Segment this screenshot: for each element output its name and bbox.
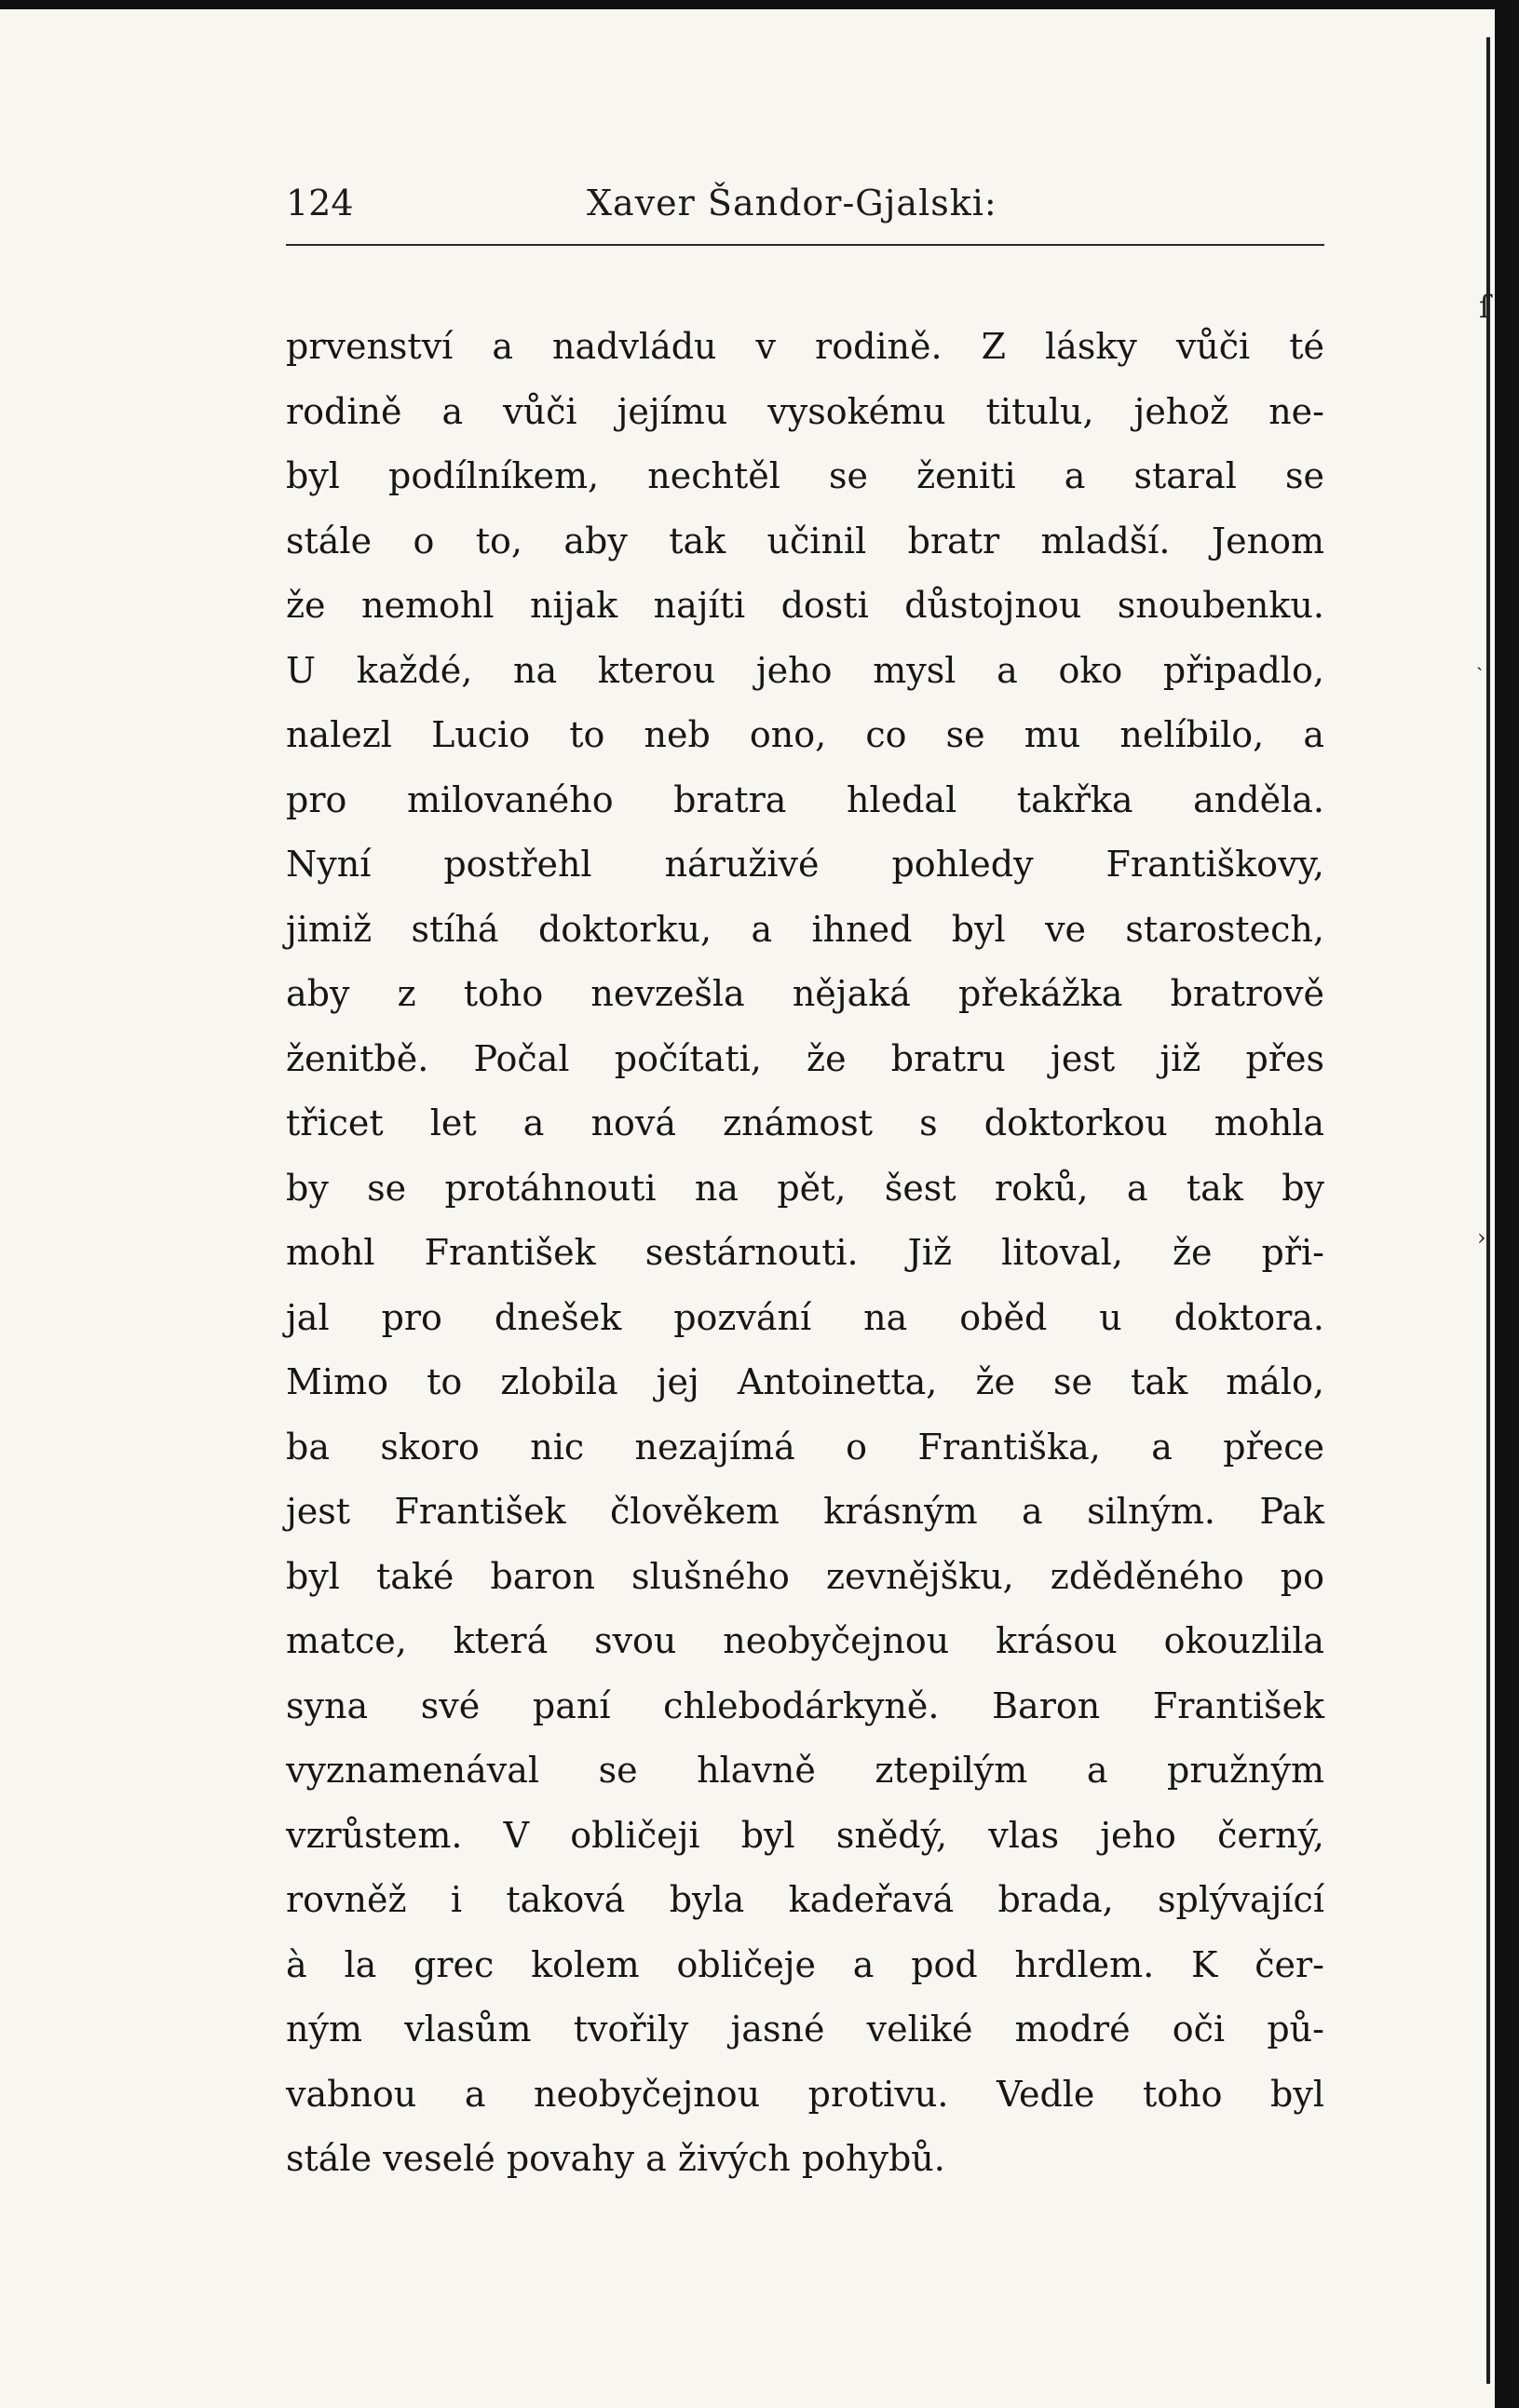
text-line: že nemohl nijak najíti dosti důstojnou snoubenku. bbox=[286, 585, 1324, 626]
text-line: prvenství a nadvládu v rodině. Z lásky vůči té bbox=[286, 326, 1324, 367]
book-page bbox=[0, 9, 1495, 2408]
running-head bbox=[286, 183, 1324, 229]
text-line: vzrůstem. V obličeji byl snědý, vlas jeho černý, bbox=[286, 1814, 1324, 1856]
page-edge-shadow bbox=[1486, 37, 1490, 2384]
bleed-mark: ˎ bbox=[1476, 648, 1484, 671]
text-line: ba skoro nic nezajímá o Františka, a přece bbox=[286, 1426, 1324, 1468]
text-line: byl podílníkem, nechtěl se ženiti a staral se bbox=[286, 455, 1324, 496]
body-text bbox=[286, 315, 1324, 2192]
page-number: 124 bbox=[286, 183, 354, 223]
author-title: Xaver Šandor-Gjalski: bbox=[587, 183, 997, 223]
text-line: by se protáhnouti na pět, šest roků, a tak by bbox=[286, 1167, 1324, 1209]
bleed-mark: ſ bbox=[1479, 289, 1491, 326]
bleed-mark: › bbox=[1477, 1224, 1486, 1251]
text-line: mohl František sestárnouti. Již litoval, že při- bbox=[286, 1232, 1324, 1273]
text-line: stále o to, aby tak učinil bratr mladší. Jenom bbox=[286, 520, 1324, 561]
text-line: byl také baron slušného zevnějšku, zděděného po bbox=[286, 1555, 1324, 1597]
text-line: syna své paní chlebodárkyně. Baron František bbox=[286, 1684, 1324, 1726]
text-line: jest František člověkem krásným a silným. Pak bbox=[286, 1491, 1324, 1532]
text-line: jal pro dnešek pozvání na oběd u doktora. bbox=[286, 1296, 1324, 1338]
text-line: à la grec kolem obličeje a pod hrdlem. K čer- bbox=[286, 1943, 1324, 1985]
text-line: aby z toho nevzešla nějaká překážka bratrově bbox=[286, 973, 1324, 1014]
text-line: jimiž stíhá doktorku, a ihned byl ve starostech, bbox=[286, 908, 1324, 950]
text-line: třicet let a nová známost s doktorkou mohla bbox=[286, 1103, 1324, 1143]
text-line: nalezl Lucio to neb ono, co se mu nelíbilo, a bbox=[286, 714, 1324, 755]
text-line: vyznamenával se hlavně ztepilým a pružným bbox=[286, 1750, 1324, 1791]
text-line: matce, která svou neobyčejnou krásou okouzlila bbox=[286, 1620, 1324, 1661]
text-line: ženitbě. Počal počítati, že bratru jest již přes bbox=[286, 1037, 1324, 1079]
text-line: pro milovaného bratra hledal takřka anděla. bbox=[286, 778, 1324, 820]
text-line: stále veselé povahy a živých pohybů. bbox=[286, 2138, 945, 2179]
text-line: U každé, na kterou jeho mysl a oko připadlo, bbox=[286, 649, 1324, 691]
text-line: ným vlasům tvořily jasné veliké modré oči pů- bbox=[286, 2009, 1324, 2050]
text-line: rovněž i taková byla kadeřavá brada, splývající bbox=[286, 1879, 1324, 1920]
text-line: vabnou a neobyčejnou protivu. Vedle toho byl bbox=[286, 2073, 1324, 2115]
header-rule bbox=[286, 244, 1324, 246]
text-line: Mimo to zlobila jej Antoinetta, že se tak málo, bbox=[286, 1361, 1324, 1402]
text-line: Nyní postřehl náruživé pohledy Františkovy, bbox=[286, 844, 1324, 885]
text-line: rodině a vůči jejímu vysokému titulu, jehož ne- bbox=[286, 390, 1324, 432]
